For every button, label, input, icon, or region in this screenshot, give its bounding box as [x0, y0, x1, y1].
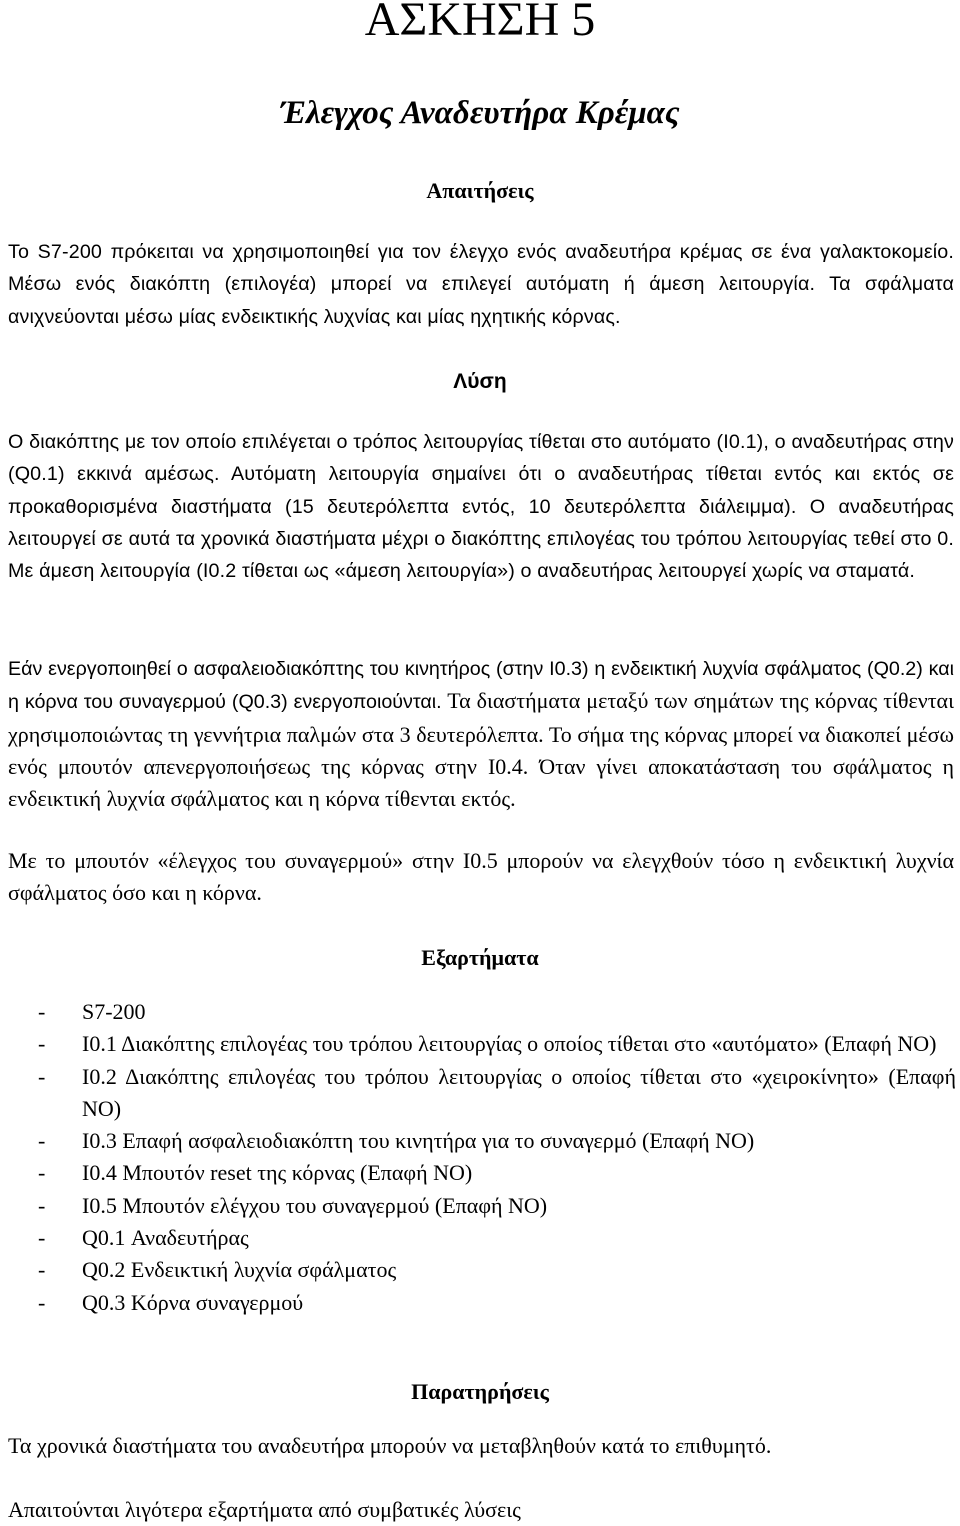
list-bullet: - — [38, 999, 46, 1024]
solution-paragraph-2-serif: Τα διαστήματα μεταξύ των σημάτων της κόρνας τίθενται χρησιμοποιώντας τη γεννήτρια παλμών στα 3 δευτερόλεπτα. Το σήμα της κόρνας μπορεί να διακοπεί μέσω ενός μπουτόν απενεργοποιήσεως της κόρνας στην Ι0.4. Όταν γίνει αποκατάσταση του σφάλματος η ενδεικτική λυχνία σφάλματος και η κόρνα τίθενται εκτός. — [8, 688, 954, 812]
list-item: - Q0.1 Αναδευτήρας — [8, 1222, 956, 1254]
list-item: - Ι0.2 Διακόπτης επιλογέας του τρόπου λειτουργίας ο οποίος τίθεται στο «χειροκίνητο» (Επαφή ΝΟ) — [8, 1061, 956, 1126]
list-item: - Ι0.1 Διακόπτης επιλογέας του τρόπου λειτουργίας ο οποίος τίθεται στο «αυτόματο» (Επαφή ΝΟ) — [8, 1028, 956, 1060]
list-item: - S7-200 — [8, 996, 956, 1028]
solution-paragraph-1: Ο διακόπτης με τον οποίο επιλέγεται ο τρόπος λειτουργίας τίθεται στο αυτόματο (Ι0.1), ο αναδευτήρας στην (Q0.1) εκκινά αμέσως. Αυτόματη λειτουργία σημαίνει ότι ο αναδευτήρας τίθεται εντός και εκτός σε προκαθορισμένα διαστήματα (15 δευτερόλεπτα εντός, 10 δευτερόλεπτα διάλειμμα). Ο αναδευτήρας λειτουργεί σε αυτά τα χρονικά διαστήματα μέχρι ο διακόπτης επιλογέας του τρόπου λειτουργίας τεθεί στο 0. Με άμεση λειτουργία (Ι0.2 τίθεται ως «άμεση λειτουργία») ο αναδευτήρας λειτουργεί χωρίς να σταματά. — [8, 431, 954, 583]
list-bullet: - — [38, 1031, 46, 1057]
list-item: - Ι0.5 Μπουτόν ελέγχου του συναγερμού (Επαφή ΝΟ) — [8, 1190, 956, 1222]
components-list — [8, 996, 956, 1319]
list-bullet: - — [38, 1063, 46, 1089]
page-title: ΑΣΚΗΣΗ 5 — [364, 0, 596, 46]
list-item: - Q0.3 Κόρνα συναγερμού — [8, 1287, 956, 1319]
page-subtitle: Έλεγχος Αναδευτήρα Κρέμας — [280, 95, 680, 131]
solution-paragraph-2-sans: Εάν ενεργοποιηθεί ο ασφαλειοδιακόπτης του κινητήρος (στην Ι0.3) η ενδεικτική λυχνία σφάλματος (Q0.2) και η κόρνα του συναγερμού (Q0.3) ενεργοποιούνται. — [8, 658, 954, 714]
list-bullet: - — [38, 1289, 46, 1315]
list-bullet: - — [38, 1257, 46, 1283]
list-bullet: - — [38, 1128, 46, 1154]
list-item: - Ι0.4 Μπουτόν reset της κόρνας (Επαφή ΝΟ) — [8, 1157, 956, 1189]
list-bullet: - — [38, 1225, 46, 1251]
notes-heading: Παρατηρήσεις — [411, 1379, 549, 1404]
requirements-paragraph: Το S7-200 πρόκειται να χρησιμοποιηθεί για τον έλεγχο ενός αναδευτήρα κρέμας σε ένα γαλακτοκομείο. Μέσω ενός διακόπτη (επιλογέα) μπορεί να επιλεγεί αυτόματη ή άμεση λειτουργία. Τα σφάλματα ανιχνεύονται μέσω μίας ενδεικτικής λυχνίας και μίας ηχητικής κόρνας. — [8, 241, 954, 328]
solution-paragraph-3: Με το μπουτόν «έλεγχος του συναγερμού» στην Ι0.5 μπορούν να ελεγχθούν τόσο η ενδεικτική λυχνία σφάλματος όσο και η κόρνα. — [8, 848, 954, 906]
solution-paragraph-2 — [8, 652, 954, 815]
list-bullet: - — [38, 1160, 46, 1186]
components-heading: Εξαρτήματα — [421, 945, 539, 970]
list-item: - Q0.2 Ενδεικτική λυχνία σφάλματος — [8, 1254, 956, 1286]
solution-heading: Λύση — [453, 370, 507, 393]
list-bullet: - — [38, 1192, 46, 1218]
notes-paragraph-1: Τα χρονικά διαστήματα του αναδευτήρα μπορούν να μεταβληθούν κατά το επιθυμητό. — [8, 1433, 772, 1458]
list-item: - Ι0.3 Επαφή ασφαλειοδιακόπτη του κινητήρα για το συναγερμό (Επαφή ΝΟ) — [8, 1125, 956, 1157]
notes-paragraph-2: Απαιτούνται λιγότερα εξαρτήματα από συμβατικές λύσεις — [8, 1497, 521, 1522]
requirements-heading: Απαιτήσεις — [426, 178, 534, 203]
